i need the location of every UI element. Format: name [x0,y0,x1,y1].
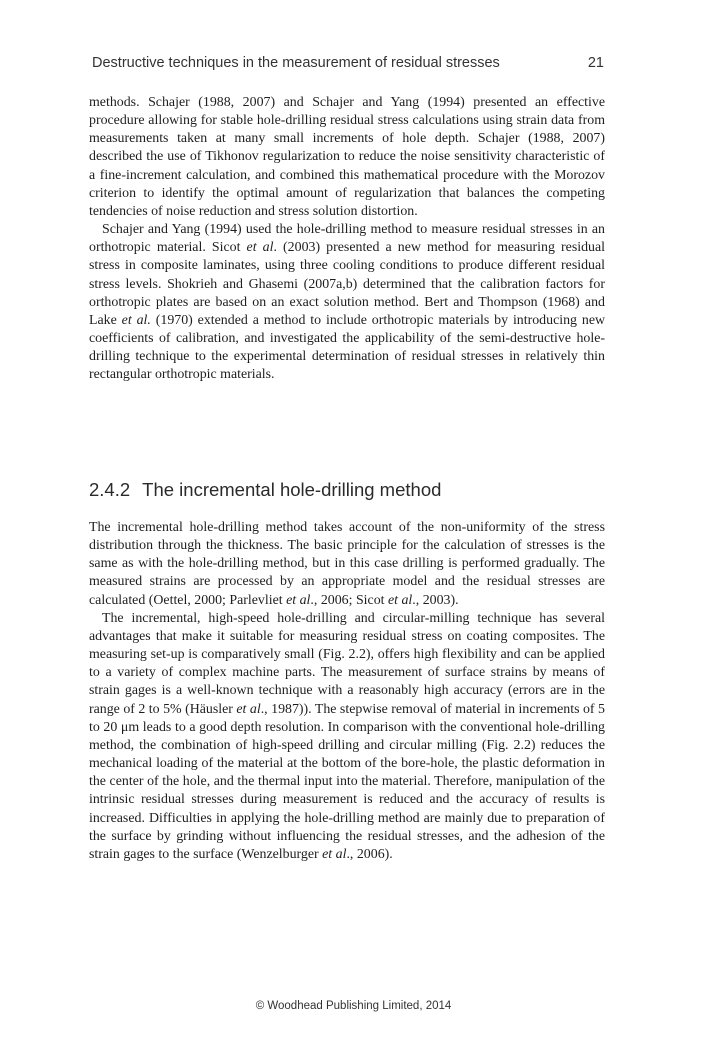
citation-et-al: et al [286,592,311,608]
paragraph-text: ., 2003). [412,592,459,608]
citation-et-al: et al [322,846,347,862]
copyright-footer: © Woodhead Publishing Limited, 2014 [255,1000,452,1012]
body-text-lower [89,519,605,864]
paragraph-text: ., 2006). [346,846,393,862]
section-number: 2.4.2 [89,479,131,500]
paragraph-text: methods. Schajer (1988, 2007) and Schajer and Yang (1994) presented an effective procedure allowing for stable hole-drilling residual stress calculations using strain data from measurements taken at many small increments of hole depth. Schajer (1988, 2007) described the use of Tikhonov regularization to reduce the noise sensitivity characteristic of a fine-increment calculation, and combined this mathematical procedure with the Morozov criterion to identify the optimal amount of regularization that balances the competing tendencies of noise reduction and stress solution distortion. [89,95,605,219]
paragraph-high-speed [89,610,605,864]
paragraph-orthotropic [89,221,605,384]
citation-et-al: et al [236,701,261,717]
citation-et-al: et al. [121,312,151,328]
paragraph-text: (1970) extended a method to include orthotropic materials by introducing new coefficients of calibration, and investigated the applicability of the semi-destructive hole-drilling technique to the experimental determination of residual stresses in relatively thin rectangular orthotropic materials. [89,312,606,383]
paragraph-incremental-intro [89,519,605,610]
paragraph-text: Schajer and Yang (1994) used the hole-drilling method to measure residual stresses in an orthotropic material. Sicot [89,222,605,256]
paragraph-text: The incremental hole-drilling method takes account of the non-uniformity of the stress distribution through the thickness. The basic principle for the calculation of stresses is the same as with the hole-drilling method, but in this case drilling is performed gradually. The measured strains are processed by an appropriate model and the residual stresses are calculated (Oettel, 2000; Parlevliet [89,520,605,608]
paragraph-text: The incremental, high-speed hole-drilling and circular-milling technique has several advantages that make it suitable for measuring residual stress on coating composites. The measuring set-up is comparatively small (Fig. 2.2), offers high flexibility and can be applied to a variety of complex machine parts. The measurement of surface strains by means of strain gages is a well-known technique with a reasonably high accuracy (errors are in the range of 2 to 5% (Häusler [89,610,605,717]
section-title: The incremental hole-drilling method [142,479,442,500]
paragraph-text: ., 2006; Sicot [310,592,388,608]
running-title: Destructive techniques in the measurement of residual stresses [92,55,500,71]
running-header [92,55,604,77]
page-number: 21 [587,55,604,71]
section-heading [89,478,605,502]
citation-et-al: et al [387,592,413,608]
body-text-upper [89,94,605,385]
paragraph-text: ., 1987)). The stepwise removal of material in increments of 5 to 20 μm leads to a good depth resolution. In comparison with the conventional hole-drilling method, the combination of high-speed drilling and circular milling (Fig. 2.2) reduces the mechanical loading of the material at the bottom of the bore-hole, the plastic deformation in the center of the hole, and the thermal input into the material. Therefore, manipulation of the intrinsic residual stresses during measurement is reduced and the accuracy of results is increased. Difficulties in applying the hole-drilling method are mainly due to preparation of the surface by grinding without influencing the residual stresses, and the adhesion of the strain gages to the surface (Wenzelburger [89,701,605,862]
paragraph-continued [89,94,605,221]
citation-et-al: et al [246,240,274,256]
paragraph-text: . (2003) presented a new method for measuring residual stress in composite laminates, using three cooling conditions to produce different residual stress levels. Shokrieh and Ghasemi (2007a,b) determined that the calibration factors for orthotropic plates are based on an exact solution method. Bert and Thompson (1968) and Lake [89,240,605,328]
